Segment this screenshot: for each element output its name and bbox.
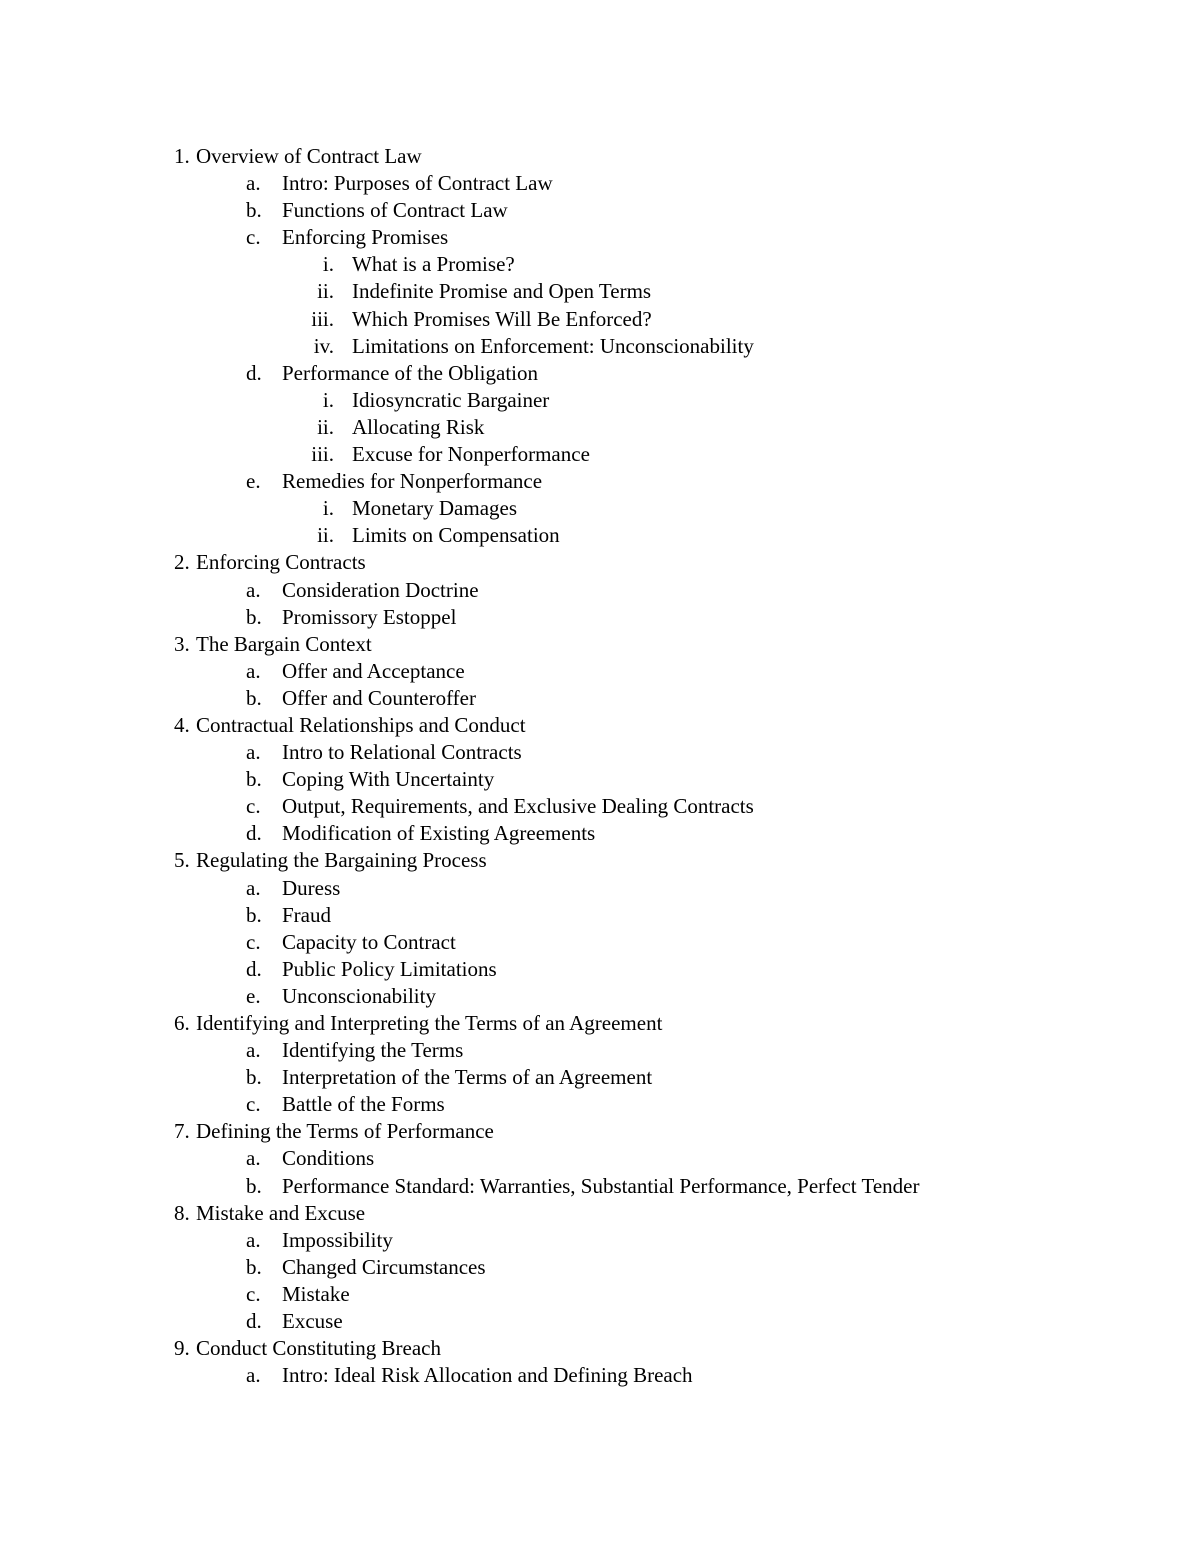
outline-item-level-2 (0, 604, 1200, 631)
outline-text: Conditions (282, 1146, 375, 1171)
outline-text: Idiosyncratic Bargainer (352, 387, 550, 412)
outline-item-level-2 (0, 820, 1200, 847)
document-outline (0, 143, 1200, 1389)
outline-text: Allocating Risk (352, 414, 485, 439)
outline-marker: iv. (313, 333, 334, 358)
outline-marker: iii. (311, 442, 334, 467)
outline-marker: d. (246, 1309, 262, 1334)
outline-text: Offer and Acceptance (282, 658, 465, 683)
outline-marker: b. (246, 1173, 262, 1198)
outline-text: Mistake (282, 1281, 350, 1306)
outline-marker: b. (246, 902, 262, 927)
outline-item-level-3 (0, 251, 1200, 278)
outline-marker: c. (246, 929, 261, 954)
outline-marker: 9. (174, 1336, 190, 1361)
outline-marker: 1. (174, 144, 190, 168)
outline-marker: b. (246, 604, 262, 629)
outline-marker: 4. (174, 712, 190, 737)
outline-marker: i. (322, 252, 334, 277)
outline-text: Functions of Contract Law (282, 198, 508, 223)
outline-text: Unconscionability (282, 983, 436, 1008)
outline-marker: ii. (317, 279, 334, 304)
outline-item-level-2 (0, 1091, 1200, 1118)
outline-marker: d. (246, 956, 262, 981)
outline-marker: 7. (174, 1119, 190, 1144)
outline-item-level-1 (0, 847, 1200, 874)
outline-text: Coping With Uncertainty (282, 767, 495, 792)
outline-text: Impossibility (282, 1227, 393, 1252)
outline-text: Contractual Relationships and Conduct (196, 712, 526, 737)
outline-marker: iii. (311, 306, 334, 331)
outline-text: Capacity to Contract (282, 929, 456, 954)
outline-item-level-1 (0, 1010, 1200, 1037)
outline-marker: 5. (174, 848, 190, 873)
outline-text: Overview of Contract Law (196, 144, 422, 168)
outline-item-level-2 (0, 1281, 1200, 1308)
outline-marker: d. (246, 821, 262, 846)
outline-marker: c. (246, 225, 261, 250)
outline-item-level-2 (0, 658, 1200, 685)
outline-item-level-2 (0, 1173, 1200, 1200)
outline-item-level-1 (0, 1200, 1200, 1227)
outline-item-level-2 (0, 1064, 1200, 1091)
outline-item-level-2 (0, 224, 1200, 251)
outline-text: Identifying and Interpreting the Terms of an Agreement (196, 1011, 663, 1035)
outline-item-level-2 (0, 929, 1200, 956)
outline-item-level-1 (0, 712, 1200, 739)
outline-item-level-2 (0, 1037, 1200, 1064)
outline-item-level-2 (0, 197, 1200, 224)
outline-text: Enforcing Contracts (196, 550, 366, 575)
outline-text: Intro: Purposes of Contract Law (282, 171, 553, 196)
outline-text: Intro to Relational Contracts (282, 740, 522, 765)
outline-marker: c. (246, 1281, 261, 1306)
outline-text: Regulating the Bargaining Process (196, 848, 487, 873)
outline-text: Enforcing Promises (282, 225, 449, 250)
outline-item-level-1 (0, 1118, 1200, 1145)
outline-marker: d. (246, 360, 262, 385)
outline-item-level-2 (0, 956, 1200, 983)
outline-item-level-2 (0, 1362, 1200, 1389)
outline-item-level-3 (0, 333, 1200, 360)
outline-text: Monetary Damages (352, 496, 518, 521)
outline-marker: b. (246, 767, 262, 792)
outline-item-level-2 (0, 170, 1200, 197)
outline-item-level-1 (0, 549, 1200, 576)
outline-text: Remedies for Nonperformance (282, 469, 543, 494)
outline-item-level-2 (0, 875, 1200, 902)
outline-text: Promissory Estoppel (282, 604, 457, 629)
outline-item-level-2 (0, 902, 1200, 929)
outline-marker: c. (246, 1092, 261, 1117)
outline-item-level-3 (0, 441, 1200, 468)
outline-item-level-3 (0, 522, 1200, 549)
outline-text: Offer and Counteroffer (282, 685, 476, 710)
outline-marker: ii. (317, 414, 334, 439)
outline-text: Performance Standard: Warranties, Substantial Performance, Perfect Tender (282, 1173, 920, 1198)
outline-text: Excuse (282, 1309, 343, 1334)
outline-marker: 2. (174, 550, 190, 575)
outline-text: Limitations on Enforcement: Unconscionability (352, 333, 754, 358)
outline-marker: a. (246, 1146, 261, 1171)
outline-marker: b. (246, 1254, 262, 1279)
outline-text: Duress (282, 875, 341, 900)
outline-item-level-2 (0, 1308, 1200, 1335)
outline-item-level-2 (0, 766, 1200, 793)
outline-text: Performance of the Obligation (282, 360, 538, 385)
outline-item-level-2 (0, 360, 1200, 387)
outline-text: Changed Circumstances (282, 1254, 486, 1279)
outline-item-level-3 (0, 495, 1200, 522)
outline-marker: a. (246, 740, 261, 765)
outline-marker: a. (246, 658, 261, 683)
outline-text: What is a Promise? (352, 252, 515, 277)
outline-item-level-2 (0, 468, 1200, 495)
outline-marker: a. (246, 875, 261, 900)
outline-text: Modification of Existing Agreements (282, 821, 596, 846)
outline-marker: b. (246, 685, 262, 710)
outline-item-level-1 (0, 143, 1200, 170)
outline-marker: e. (246, 983, 261, 1008)
outline-text: Limits on Compensation (352, 523, 560, 548)
outline-marker: a. (246, 1038, 261, 1063)
outline-item-level-2 (0, 577, 1200, 604)
outline-text: The Bargain Context (196, 631, 372, 656)
outline-item-level-2 (0, 1254, 1200, 1281)
outline-text: Excuse for Nonperformance (352, 442, 590, 467)
outline-item-level-1 (0, 631, 1200, 658)
outline-item-level-2 (0, 983, 1200, 1010)
outline-marker: a. (246, 1227, 261, 1252)
outline-item-level-3 (0, 387, 1200, 414)
outline-text: Public Policy Limitations (282, 956, 497, 981)
outline-item-level-3 (0, 414, 1200, 441)
outline-text: Identifying the Terms (282, 1038, 464, 1063)
outline-item-level-3 (0, 306, 1200, 333)
outline-text: Fraud (282, 902, 331, 927)
outline-text: Indefinite Promise and Open Terms (352, 279, 652, 304)
outline-marker: c. (246, 794, 261, 819)
outline-item-level-1 (0, 1335, 1200, 1362)
outline-marker: ii. (317, 523, 334, 548)
outline-item-level-2 (0, 739, 1200, 766)
outline-marker: 8. (174, 1200, 190, 1225)
outline-item-level-3 (0, 278, 1200, 305)
outline-marker: i. (322, 496, 334, 521)
outline-marker: a. (246, 171, 261, 196)
outline-text: Output, Requirements, and Exclusive Dealing Contracts (282, 794, 754, 819)
outline-text: Which Promises Will Be Enforced? (352, 306, 652, 331)
outline-marker: a. (246, 577, 261, 602)
outline-marker: 6. (174, 1011, 190, 1035)
outline-text: Intro: Ideal Risk Allocation and Defining Breach (282, 1363, 693, 1388)
outline-marker: b. (246, 1065, 262, 1090)
outline-marker: a. (246, 1363, 261, 1388)
outline-marker: i. (322, 387, 334, 412)
outline-item-level-2 (0, 685, 1200, 712)
outline-text: Defining the Terms of Performance (196, 1119, 494, 1144)
outline-text: Mistake and Excuse (196, 1200, 366, 1225)
outline-item-level-2 (0, 1145, 1200, 1172)
outline-item-level-2 (0, 793, 1200, 820)
outline-item-level-2 (0, 1227, 1200, 1254)
outline-text: Interpretation of the Terms of an Agreement (282, 1065, 653, 1090)
outline-text: Conduct Constituting Breach (196, 1336, 441, 1361)
outline-marker: e. (246, 469, 261, 494)
outline-text: Battle of the Forms (282, 1092, 445, 1117)
outline-marker: 3. (174, 631, 190, 656)
outline-text: Consideration Doctrine (282, 577, 479, 602)
outline-marker: b. (246, 198, 262, 223)
